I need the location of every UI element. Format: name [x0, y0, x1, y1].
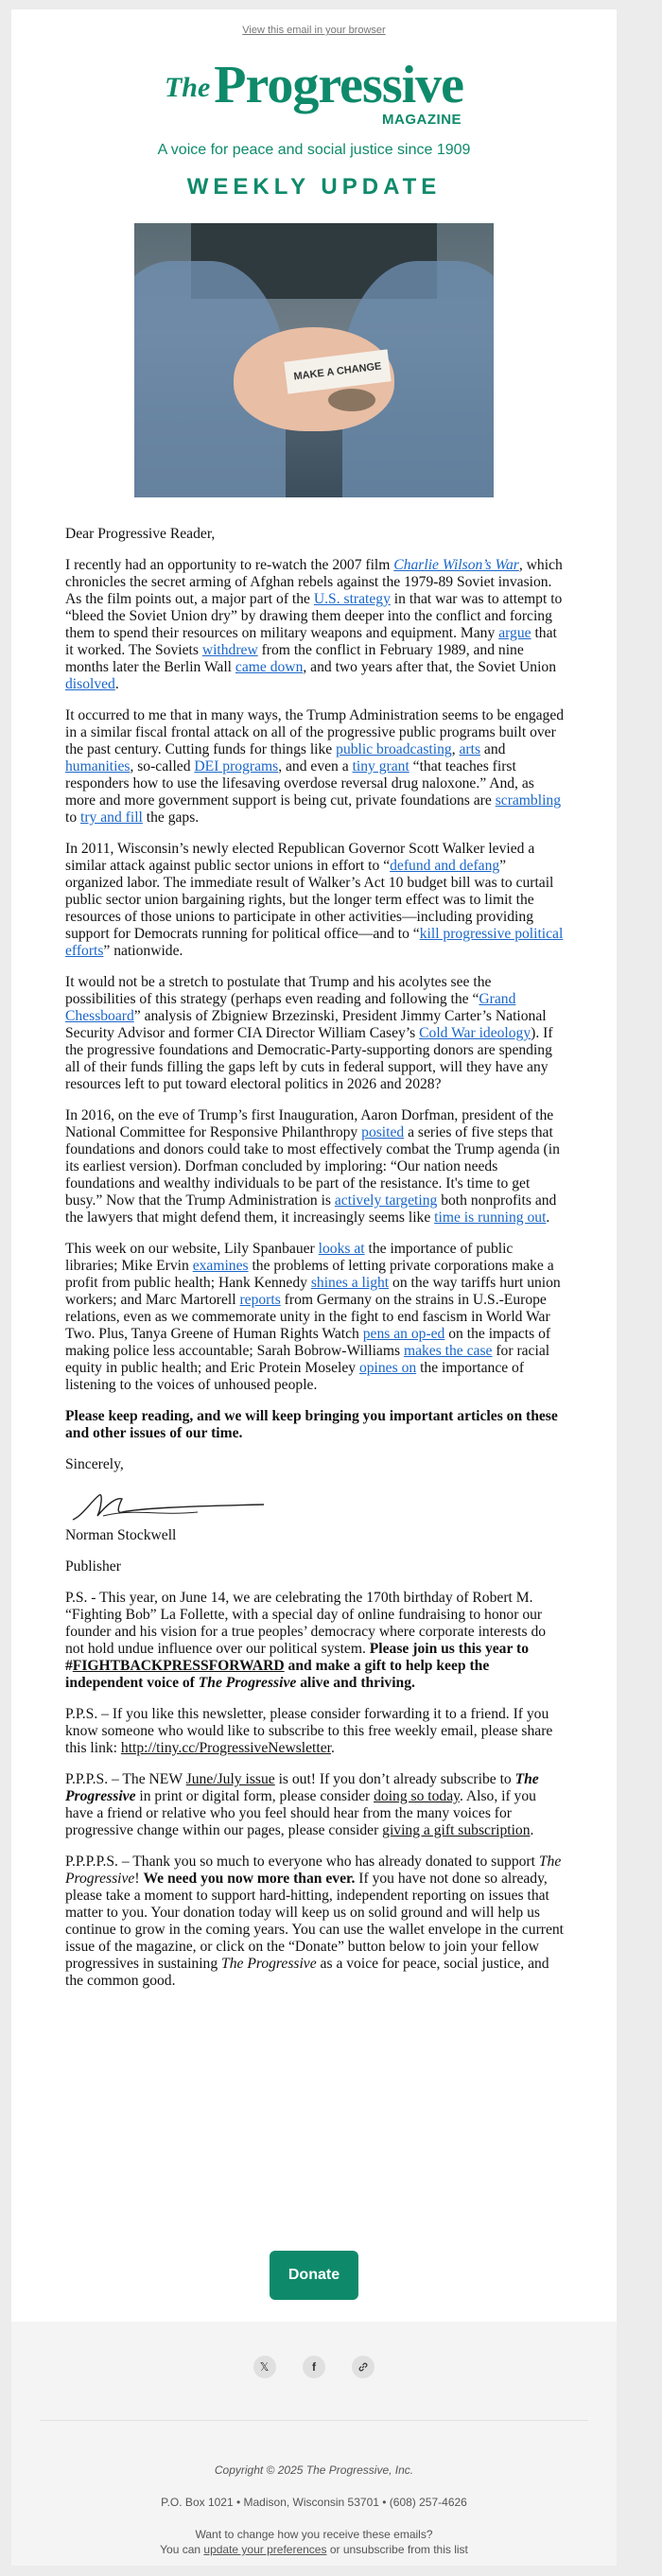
text: a series of five steps that foundations and donors could take to most effectively combat the Trump agenda (in its earliest version). Dorfman concluded by imploring: “Our nation needs foundations and wealthy individuals to be part of the resistance. It's time to get busy.” Now that the Trump Administration is: [65, 1124, 560, 1209]
text: for racial equity in public health; and Eric Protein Moseley: [65, 1343, 550, 1376]
link-giving-a-gift-subscription[interactable]: giving a gift subscription: [382, 1822, 531, 1838]
link-tiny-grant[interactable]: tiny grant: [352, 758, 409, 775]
signer-title: Publisher: [65, 1558, 121, 1575]
text: ” analysis of Zbigniew Brzezinski, President Jimmy Carter’s National Security Advisor and former CIA Director William Casey’s: [65, 1008, 547, 1041]
text: in that war was to attempt to “bleed the Soviet Union dry” by drawing them deeper into the conflict and forcing them to spend their resources on military weapons and equipment. Many: [65, 591, 563, 641]
donate-button[interactable]: Donate: [270, 2251, 358, 2300]
link-public-broadcasting[interactable]: public broadcasting: [336, 741, 452, 757]
text: Please join us this year to #: [65, 1641, 529, 1674]
logo-wordmark: [164, 55, 464, 128]
link-came-down[interactable]: came down: [235, 659, 304, 675]
text: to: [65, 809, 81, 826]
paragraph-2: [65, 707, 565, 827]
text: , and two years after that, the Soviet Union: [303, 659, 556, 675]
update-preferences-link[interactable]: update your preferences: [203, 2543, 327, 2556]
link-time-is-running-out[interactable]: time is running out: [434, 1210, 547, 1226]
text: the importance of public libraries; Mike Ervin: [65, 1241, 514, 1274]
text: both nonprofits and the lawyers that might defend them, it increasingly seems like: [65, 1192, 557, 1226]
preferences-question: Want to change how you receive these emails?: [195, 2528, 433, 2541]
text: .: [546, 1210, 550, 1226]
text: In 2016, on the eve of Trump’s first Inauguration, Aaron Dorfman, president of the National Committee for Responsive Philanthropy: [65, 1107, 554, 1140]
postscript-1: [65, 1590, 565, 1692]
hero-coins: [328, 389, 375, 411]
logo-magazine: MAGAZINE: [382, 112, 462, 128]
paragraph-3: [65, 841, 565, 960]
text: P.P.S. – If you like this newsletter, please consider forwarding it to a friend. If you know someone who would like to subscribe to this free weekly email, please share this link:: [65, 1706, 553, 1756]
text: P.S. - This year, on June 14, we are celebrating the 170th birthday of Robert M. “Fighting Bob” La Follette, with a special day of online fundraising to honor our founder and his vision for a true peoples’ democracy where corporate interests do not hold undue influence over our political system.: [65, 1590, 547, 1657]
link-shines-a-light[interactable]: shines a light: [310, 1275, 390, 1291]
text: on the impacts of making police less accountable; Sarah Bobrow-Williams: [65, 1326, 551, 1359]
link-looks-at[interactable]: looks at: [318, 1241, 365, 1257]
link-try-and-fill[interactable]: try and fill: [80, 809, 143, 826]
text: If you have not done so already, please take a moment to support hard-hitting, independent reporting on issues that matter to you. Your donation today will keep us on solid ground and will help us continue to grow in the coming years. You can use the wallet envelope in the current issue of the magazine, or click on the “Donate” button below to join your fellow progressives in sustaining: [65, 1871, 565, 1972]
text: ” nationwide.: [103, 943, 183, 959]
link-scrambling[interactable]: scrambling: [495, 792, 561, 809]
link-argue[interactable]: argue: [498, 625, 531, 641]
text: ,: [451, 741, 460, 757]
footer: [11, 2322, 617, 2566]
link-posited[interactable]: posited: [361, 1124, 405, 1140]
text-italic: The Progressive: [198, 1675, 297, 1691]
facebook-icon[interactable]: f: [303, 2356, 325, 2378]
link-actively-targeting[interactable]: actively targeting: [334, 1192, 438, 1209]
paragraph-1: [65, 557, 565, 693]
paragraph-6: [65, 1241, 565, 1394]
text-italic: The Progressive: [65, 1854, 562, 1887]
link-opines-on[interactable]: opines on: [358, 1360, 417, 1376]
text: .: [114, 676, 119, 692]
text: , so-called: [130, 758, 195, 775]
text: I recently had an opportunity to re-watch the 2007 film: [65, 557, 394, 573]
text: ). If the progressive foundations and Democratic-Party-supporting donors are spending all of their funds filling the gaps left by cuts in federal support, will they have any resources left to put toward electoral politics in 2026 and 2028?: [65, 1025, 553, 1092]
text: in print or digital form, please consider: [135, 1788, 375, 1804]
link-charlie-wilsons-war[interactable]: [393, 557, 519, 573]
text: is out! If you don’t already subscribe to: [274, 1771, 515, 1787]
sincerely: Sincerely,: [65, 1456, 124, 1472]
text: This week on our website, Lily Spanbauer: [65, 1241, 319, 1257]
text: and make a gift to help keep the independent voice of: [65, 1658, 490, 1691]
link-arts[interactable]: arts: [459, 741, 481, 757]
weekly-update-heading: WEEKLY UPDATE: [186, 174, 442, 200]
letter-body: [65, 526, 565, 2004]
x-icon[interactable]: 𝕏: [253, 2356, 276, 2378]
link-humanities[interactable]: humanities: [65, 758, 131, 775]
link-pens-an-op-ed[interactable]: pens an op-ed: [362, 1326, 445, 1342]
text: as a voice for peace, social justice, and the common good.: [65, 1956, 549, 1989]
link-glyph: [357, 2361, 369, 2373]
paragraph-4: [65, 974, 565, 1093]
link-kill-progressive-political-efforts[interactable]: kill progressive political efforts: [65, 926, 564, 959]
link-text: Charlie Wilson’s War: [393, 557, 519, 573]
paragraph-5: [65, 1107, 565, 1227]
copyright: Copyright © 2025 The Progressive, Inc.: [214, 2463, 414, 2477]
link-doing-so-today[interactable]: doing so today: [374, 1788, 460, 1804]
view-in-browser-link[interactable]: View this email in your browser: [242, 25, 386, 36]
text: on the way tariffs hurt union workers; and Marc Martorell: [65, 1275, 561, 1308]
text: “that teaches first responders how to use the lifesaving overdose reversal drug naloxone.” And, as more and more government support is being cut, private foundations are: [65, 758, 534, 809]
text: P.P.P.P.S. – Thank you so much to everyone who has already donated to support: [65, 1854, 539, 1870]
preferences-line: [11, 2543, 617, 2556]
text: It occurred to me that in many ways, the Trump Administration seems to be engaged in a similar fiscal frontal attack on all of the progressive public programs built over the past century. Cutting funds for things like: [65, 707, 565, 757]
logo-the: The: [164, 72, 211, 103]
unsubscribe-text[interactable]: or unsubscribe from this list: [326, 2543, 468, 2556]
signer-name: Norman Stockwell: [65, 1527, 177, 1543]
greeting: Dear Progressive Reader,: [65, 526, 216, 542]
text: and: [480, 741, 506, 757]
link-defund-and-defang[interactable]: defund and defang: [390, 858, 500, 874]
link-withdrew[interactable]: withdrew: [201, 642, 258, 658]
text: P.P.P.S. – The NEW: [65, 1771, 186, 1787]
postscript-2: [65, 1706, 565, 1757]
text: the problems of letting private corporations make a profit from public health; Hank Kennedy: [65, 1258, 554, 1291]
link-reports[interactable]: reports: [239, 1292, 281, 1308]
link-newsletter-share[interactable]: http://tiny.cc/ProgressiveNewsletter: [120, 1740, 331, 1756]
text: , and even a: [278, 758, 353, 775]
donate-section: [11, 2251, 617, 2300]
text: ” organized labor. The immediate result of Walker’s Act 10 budget bill was to curtail public sector union bargaining rights, but the longer term effect was to limit the resources of those unions to participate in other activities—including providing support for Democrats running for political office—and to “: [65, 858, 554, 942]
text: from Germany on the strains in U.S.-Europe relations, even as we commemorate unity in the fight to end fascism in World War Two. Plus, Tanya Greene of Human Rights Watch: [65, 1292, 550, 1342]
postscript-4: [65, 1854, 565, 1990]
postscript-3: [65, 1771, 565, 1839]
link-grand-chessboard[interactable]: Grand Chessboard: [65, 991, 516, 1024]
text: , which chronicles the secret arming of Afghan rebels against the 1979-89 Soviet invasion. As the film points out, a major part of the: [65, 557, 563, 607]
link-fightbackpressforward[interactable]: FIGHTBACKPRESSFORWARD: [72, 1658, 285, 1674]
link-cold-war-ideology[interactable]: Cold War ideology: [419, 1025, 531, 1041]
hero-image: [134, 223, 494, 497]
text: .: [530, 1822, 534, 1838]
link-june-july-issue[interactable]: June/July issue: [185, 1771, 275, 1787]
link-icon[interactable]: [352, 2356, 375, 2378]
footer-divider: [40, 2420, 588, 2421]
tagline: A voice for peace and social justice since 1909: [157, 142, 471, 158]
text: the importance of listening to the voices of unhoused people.: [65, 1360, 525, 1393]
social-links: [11, 2356, 617, 2378]
text: It would not be a stretch to postulate that Trump and his acolytes see the possibilities of this strategy (perhaps even reading and following the “: [65, 974, 492, 1007]
link-disolved[interactable]: disolved: [65, 676, 115, 692]
text: In 2011, Wisconsin’s newly elected Republican Governor Scott Walker levied a similar attack against public sector unions in effort to “: [65, 841, 535, 874]
address: P.O. Box 1021 • Madison, Wisconsin 53701 • (608) 257-4626: [161, 2496, 467, 2509]
text: .: [330, 1740, 335, 1756]
link-us-strategy[interactable]: U.S. strategy: [313, 591, 391, 607]
text-italic: The Progressive: [65, 1771, 539, 1804]
signature-image: [65, 1488, 283, 1525]
hero-paper-note: MAKE A CHANGE: [284, 349, 391, 393]
logo[interactable]: [11, 55, 617, 128]
text: You can: [160, 2543, 204, 2556]
text: the gaps.: [142, 809, 200, 826]
text: . Also, if you have a friend or relative who you feel should hear from the many voices for progressive change within our pages, please consider: [65, 1788, 536, 1838]
text: alive and thriving.: [296, 1675, 415, 1691]
link-dei-programs[interactable]: DEI programs: [194, 758, 279, 775]
text-bold: We need you now more than ever.: [143, 1871, 356, 1887]
email-card: [11, 9, 617, 2566]
logo-progressive: Progressive: [214, 56, 464, 114]
text: that it worked. The Soviets: [65, 625, 557, 658]
link-makes-the-case[interactable]: makes the case: [403, 1343, 493, 1359]
text: from the conflict in February 1989, and nine months later the Berlin Wall: [65, 642, 524, 675]
text: !: [134, 1871, 144, 1887]
link-examines[interactable]: examines: [192, 1258, 249, 1274]
paragraph-7: Please keep reading, and we will keep bringing you important articles on these and other issues of our time.: [65, 1408, 558, 1441]
text-italic: The Progressive: [221, 1956, 317, 1972]
